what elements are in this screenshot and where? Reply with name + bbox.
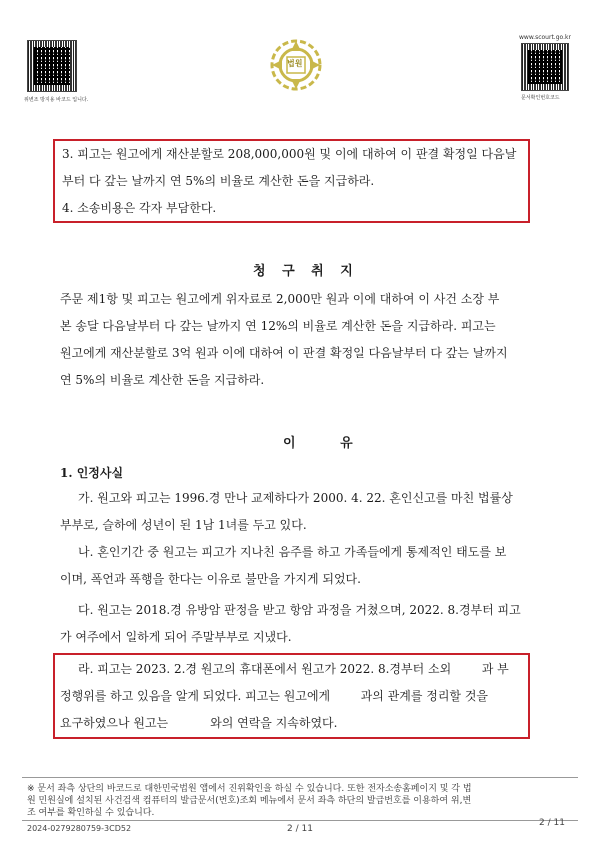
claim-line-4: 연 5%의 비율로 계산한 돈을 지급하라. [60,373,265,387]
site-url: www.scourt.go.kr [519,34,571,41]
footer-divider-top [22,777,578,778]
left-barcode-caption: 위변조 방지용 바코드 입니다. [24,97,89,103]
page-number-right: 2 / 11 [539,818,565,828]
reason-title: 이 유 [283,436,373,451]
order-line-3b: 부터 다 갚는 날까지 연 5%의 비율로 계산한 돈을 지급하라. [62,174,375,188]
fact-line-1: 가. 원고와 피고는 1996.경 만나 교제하다가 2000. 4. 22. 혼인신고를 마친 법률상 [78,491,513,505]
fact-line-7: 라. 피고는 2023. 2.경 원고의 휴대폰에서 원고가 2022. 8.경부터 소외 과 부 [78,662,509,676]
order-line-3a: 3. 피고는 원고에게 재산분할로 208,000,000원 및 이에 대하여 이 판결 확정일 다음날 [62,147,517,161]
page-number-center: 2 / 11 [287,824,313,834]
footer-note-line-1: ※ 문서 좌측 상단의 바코드로 대한민국법원 앱에서 진위확인을 하실 수 있습니다. 또한 전자소송홈페이지 및 각 법 [27,784,472,794]
fact-line-2: 부부로, 슬하에 성년이 된 1남 1녀를 두고 있다. [60,518,307,532]
authenticity-barcode [27,40,77,92]
footer-note-line-2: 원 민원실에 설치된 사건검색 컴퓨터의 발급문서(번호)조회 메뉴에서 문서 좌측 하단의 발급번호를 이용하여 위,변 [27,796,472,806]
section-facts: 1. 인정사실 [60,466,124,480]
claim-line-3: 원고에게 재산분할로 3억 원과 이에 대하여 이 판결 확정일 다음날부터 다 갚는 날까지 [60,346,508,360]
claim-line-2: 본 송달 다음날부터 다 갚는 날까지 연 12%의 비율로 계산한 돈을 지급하라. 피고는 [60,319,496,333]
document-check-barcode [521,43,569,91]
fact-line-3: 나. 혼인기간 중 원고는 피고가 지나친 음주를 하고 가족들에게 통제적인 태도를 보 [78,545,507,559]
footer-note-line-3: 조 여부를 확인하실 수 있습니다. [27,808,155,818]
fact-line-8: 정행위를 하고 있음을 알게 되었다. 피고는 원고에게 과의 관계를 정리할 것을 [60,689,489,703]
right-barcode-caption: 문서확인번호코드 [521,95,560,101]
footer-divider-bottom [22,820,578,821]
fact-line-9: 요구하였으나 원고는 와의 연락을 지속하였다. [60,716,338,730]
claim-title: 청 구 취 지 [253,264,359,279]
order-line-4: 4. 소송비용은 각자 부담한다. [62,201,217,215]
fact-line-5: 다. 원고는 2018.경 유방암 판정을 받고 항암 과정을 거쳤으며, 2022. 8.경부터 피고 [78,603,521,617]
fact-line-4: 이며, 폭언과 폭행을 한다는 이유로 불만을 가지게 되었다. [60,572,361,586]
claim-line-1: 주문 제1항 및 피고는 원고에게 위자료로 2,000만 원과 이에 대하여 이 사건 소장 부 [60,292,500,306]
issue-number: 2024-0279280759-3CD52 [27,824,132,833]
seal-text: 법원 [287,59,303,68]
fact-line-6: 가 여주에서 일하게 되어 주말부부로 지냈다. [60,630,292,644]
